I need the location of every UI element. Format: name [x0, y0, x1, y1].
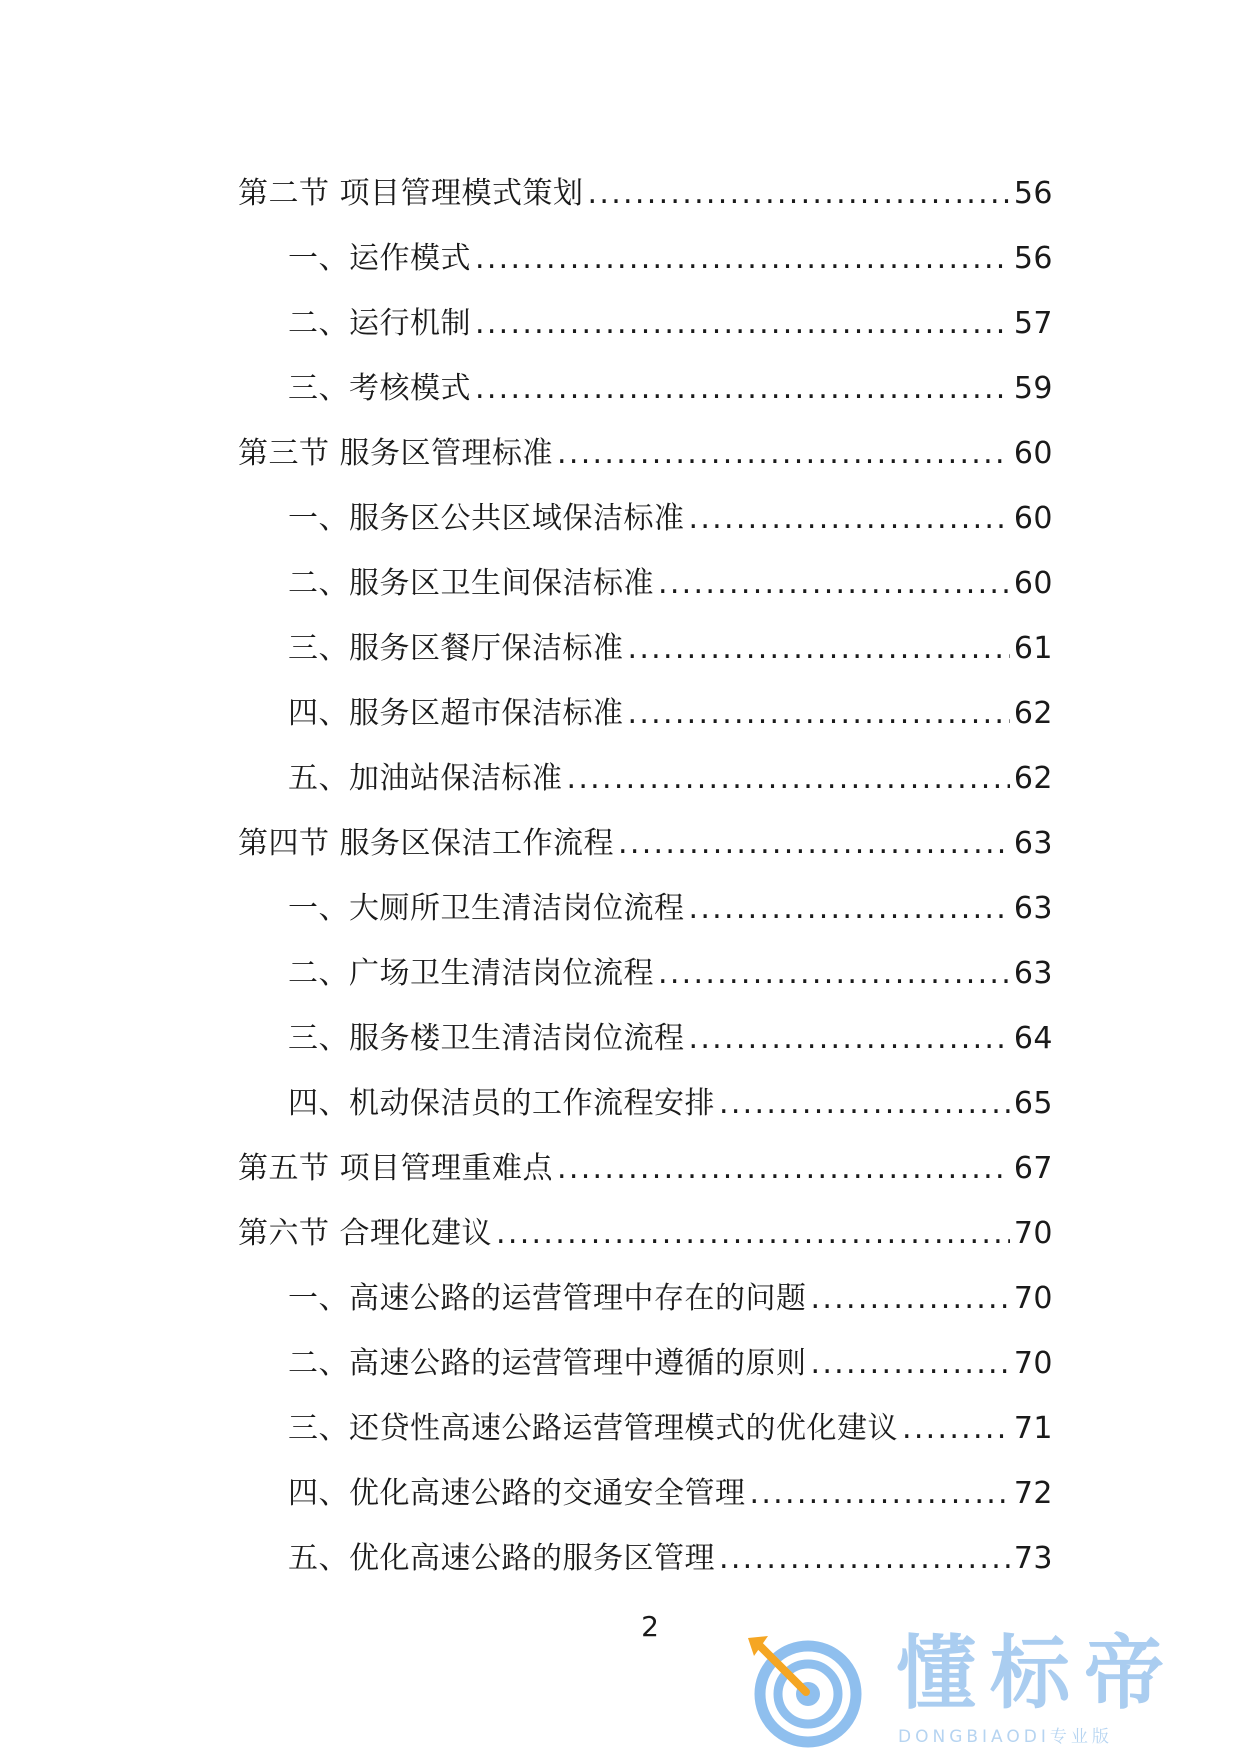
toc-entry-page: 73 [1013, 1541, 1053, 1576]
toc-dot-leader [658, 551, 1010, 616]
toc-entry-title: 三、还贷性高速公路运营管理模式的优化建议 [288, 1411, 898, 1446]
toc-subsection-entry[interactable] [238, 356, 1053, 421]
toc-entry-page: 60 [1013, 436, 1053, 471]
toc-subsection-entry[interactable] [238, 616, 1053, 681]
toc-section-entry[interactable] [238, 1201, 1053, 1266]
toc-entry-page: 67 [1013, 1151, 1053, 1186]
toc-entry-title: 第四节 服务区保洁工作流程 [238, 826, 615, 861]
toc-dot-leader [689, 486, 1010, 551]
watermark-brand: 懂标帝 [896, 1627, 1178, 1720]
toc-entry-page: 56 [1013, 176, 1053, 211]
toc-entry-title: 三、服务区餐厅保洁标准 [288, 631, 624, 666]
toc-section-entry[interactable] [238, 811, 1053, 876]
toc-entry-page: 63 [1013, 891, 1053, 926]
toc-entry-page: 62 [1013, 761, 1053, 796]
toc-entry-page: 60 [1013, 566, 1053, 601]
toc-entry-page: 70 [1013, 1216, 1053, 1251]
toc-entry-title: 三、服务楼卫生清洁岗位流程 [288, 1021, 685, 1056]
toc-dot-leader [588, 161, 1010, 226]
toc-entry-title: 五、优化高速公路的服务区管理 [288, 1541, 715, 1576]
toc-dot-leader [719, 1071, 1010, 1136]
toc-entry-title: 四、优化高速公路的交通安全管理 [288, 1476, 746, 1511]
toc-entry-title: 二、广场卫生清洁岗位流程 [288, 956, 654, 991]
toc-entry-page: 70 [1013, 1346, 1053, 1381]
toc-subsection-entry[interactable] [238, 1396, 1053, 1461]
toc-subsection-entry[interactable] [238, 1006, 1053, 1071]
toc-entry-title: 二、高速公路的运营管理中遵循的原则 [288, 1346, 807, 1381]
toc-subsection-entry[interactable] [238, 1071, 1053, 1136]
toc-entry-title: 四、机动保洁员的工作流程安排 [288, 1086, 715, 1121]
toc-dot-leader [689, 876, 1010, 941]
toc-entry-title: 第二节 项目管理模式策划 [238, 176, 584, 211]
toc-subsection-entry[interactable] [238, 291, 1053, 356]
toc-entry-page: 63 [1013, 956, 1053, 991]
toc-entry-title: 二、运行机制 [288, 306, 471, 341]
watermark-subtitle: DONGBIAODI专业版 [898, 1727, 1113, 1747]
toc-dot-leader [811, 1331, 1010, 1396]
toc-subsection-entry[interactable] [238, 486, 1053, 551]
toc-entry-title: 三、考核模式 [288, 371, 471, 406]
toc-dot-leader [689, 1006, 1010, 1071]
toc-entry-title: 一、高速公路的运营管理中存在的问题 [288, 1281, 807, 1316]
toc-dot-leader [557, 1136, 1010, 1201]
page-number: 2 [641, 1610, 659, 1643]
toc-entry-page: 59 [1013, 371, 1053, 406]
target-arrow-icon [746, 1632, 864, 1750]
toc-subsection-entry[interactable] [238, 551, 1053, 616]
toc-dot-leader [567, 746, 1010, 811]
toc-entry-page: 56 [1013, 241, 1053, 276]
toc-subsection-entry[interactable] [238, 1331, 1053, 1396]
watermark [746, 1627, 1226, 1750]
toc-subsection-entry[interactable] [238, 746, 1053, 811]
toc-entry-title: 四、服务区超市保洁标准 [288, 696, 624, 731]
toc-dot-leader [902, 1396, 1010, 1461]
toc-entry-page: 57 [1013, 306, 1053, 341]
toc-entry-page: 64 [1013, 1021, 1053, 1056]
toc-dot-leader [496, 1201, 1010, 1266]
toc-subsection-entry[interactable] [238, 1526, 1053, 1591]
toc-entry-page: 63 [1013, 826, 1053, 861]
toc-entry-page: 70 [1013, 1281, 1053, 1316]
toc-entry-page: 71 [1013, 1411, 1053, 1446]
toc-entry-title: 二、服务区卫生间保洁标准 [288, 566, 654, 601]
toc-entry-page: 61 [1013, 631, 1053, 666]
toc-dot-leader [628, 681, 1010, 746]
toc-subsection-entry[interactable] [238, 1461, 1053, 1526]
toc-entry-title: 五、加油站保洁标准 [288, 761, 563, 796]
toc-subsection-entry[interactable] [238, 226, 1053, 291]
toc-dot-leader [475, 291, 1010, 356]
toc-dot-leader [719, 1526, 1010, 1591]
toc-dot-leader [475, 226, 1010, 291]
toc-entry-title: 一、运作模式 [288, 241, 471, 276]
toc-entry-page: 62 [1013, 696, 1053, 731]
toc-dot-leader [811, 1266, 1010, 1331]
toc-section-entry[interactable] [238, 161, 1053, 226]
toc-entry-page: 65 [1013, 1086, 1053, 1121]
toc-subsection-entry[interactable] [238, 941, 1053, 1006]
toc-entry-title: 第六节 合理化建议 [238, 1216, 493, 1251]
toc-dot-leader [475, 356, 1010, 421]
toc-entry-title: 一、服务区公共区域保洁标准 [288, 501, 685, 536]
toc-subsection-entry[interactable] [238, 681, 1053, 746]
table-of-contents [238, 161, 1053, 1591]
toc-entry-page: 60 [1013, 501, 1053, 536]
toc-subsection-entry[interactable] [238, 1266, 1053, 1331]
toc-entry-page: 72 [1013, 1476, 1053, 1511]
toc-section-entry[interactable] [238, 421, 1053, 486]
toc-dot-leader [750, 1461, 1010, 1526]
toc-entry-title: 一、大厕所卫生清洁岗位流程 [288, 891, 685, 926]
toc-subsection-entry[interactable] [238, 876, 1053, 941]
toc-section-entry[interactable] [238, 1136, 1053, 1201]
toc-dot-leader [618, 811, 1010, 876]
toc-entry-title: 第三节 服务区管理标准 [238, 436, 554, 471]
toc-dot-leader [628, 616, 1010, 681]
toc-dot-leader [557, 421, 1010, 486]
toc-entry-title: 第五节 项目管理重难点 [238, 1151, 554, 1186]
toc-dot-leader [658, 941, 1010, 1006]
